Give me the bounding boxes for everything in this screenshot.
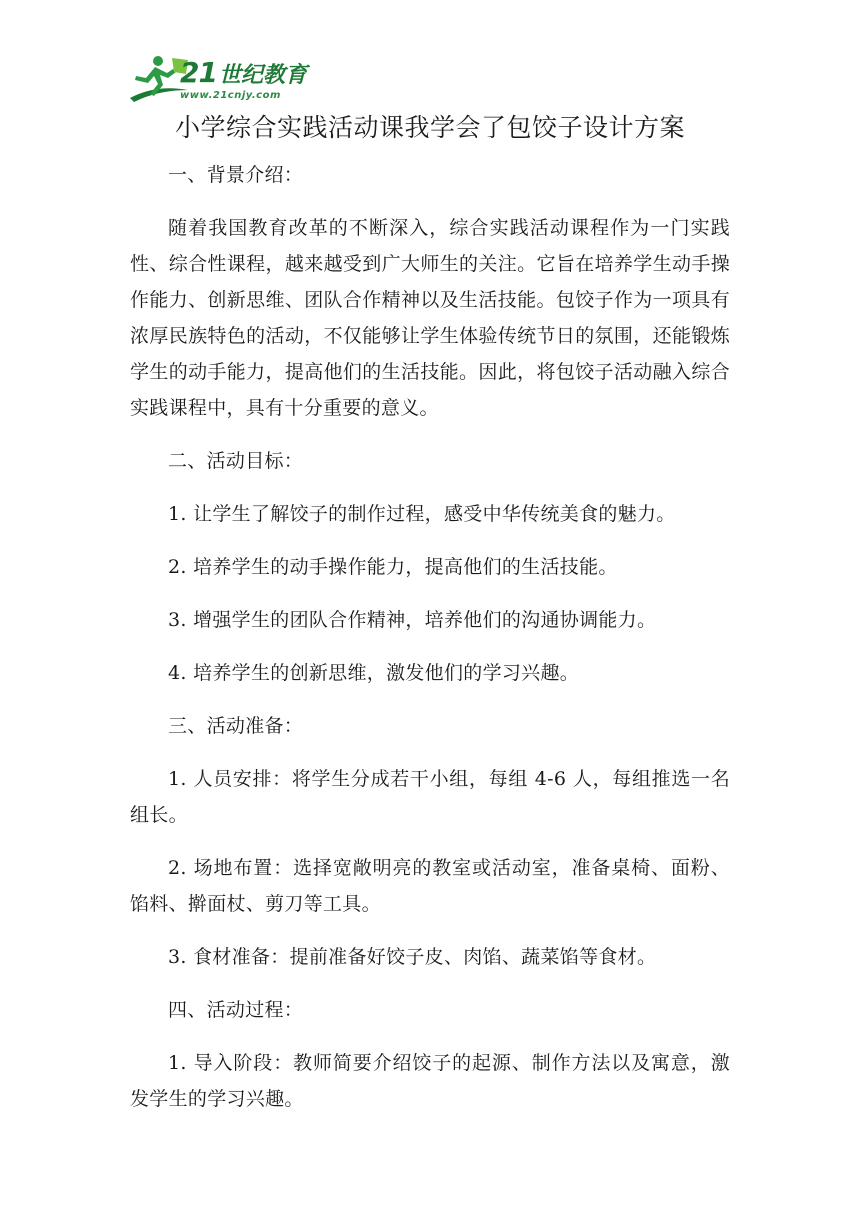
section-heading: 四、活动过程： xyxy=(168,999,304,1021)
list-item: 4. 培养学生的创新思维，激发他们的学习兴趣。 xyxy=(168,662,580,684)
list-item: 2. 场地布置：选择宽敞明亮的教室或活动室，准备桌椅、面粉、馅料、擀面杖、剪刀等工具。 xyxy=(130,857,730,915)
document-title: 小学综合实践活动课我学会了包饺子设计方案 xyxy=(174,113,685,142)
document-body xyxy=(130,157,730,1134)
paragraph: 随着我国教育改革的不断深入，综合实践活动课程作为一门实践性、综合性课程，越来越受到广大师生的关注。它旨在培养学生动手操作能力、创新思维、团队合作精神以及生活技能。包饺子作为一项具有浓厚民族特色的活动，不仅能够让学生体验传统节日的氛围，还能锻炼学生的动手能力，提高他们的生活技能。因此，将包饺子活动融入综合实践课程中，具有十分重要的意义。 xyxy=(130,217,730,419)
list-item: 2. 培养学生的动手操作能力，提高他们的生活技能。 xyxy=(168,556,618,578)
list-item: 3. 增强学生的团队合作精神，培养他们的沟通协调能力。 xyxy=(168,609,657,631)
site-logo[interactable] xyxy=(128,54,307,106)
section-heading: 二、活动目标： xyxy=(168,450,304,472)
list-item: 1. 让学生了解饺子的制作过程，感受中华传统美食的魅力。 xyxy=(168,503,676,525)
list-item: 1. 人员安排：将学生分成若干小组，每组 4-6 人，每组推选一名组长。 xyxy=(130,768,730,826)
section-heading: 三、活动准备： xyxy=(168,715,304,737)
logo-url: www.21cnjy.com xyxy=(180,90,281,101)
list-item: 1. 导入阶段：教师简要介绍饺子的起源、制作方法以及寓意，激发学生的学习兴趣。 xyxy=(130,1052,730,1110)
logo-number: 21 xyxy=(180,56,217,89)
logo-brand xyxy=(180,56,307,90)
list-item: 3. 食材准备：提前准备好饺子皮、肉馅、蔬菜馅等食材。 xyxy=(168,946,657,968)
logo-text: 世纪教育 xyxy=(218,63,307,88)
section-heading: 一、背景介绍： xyxy=(168,164,304,186)
